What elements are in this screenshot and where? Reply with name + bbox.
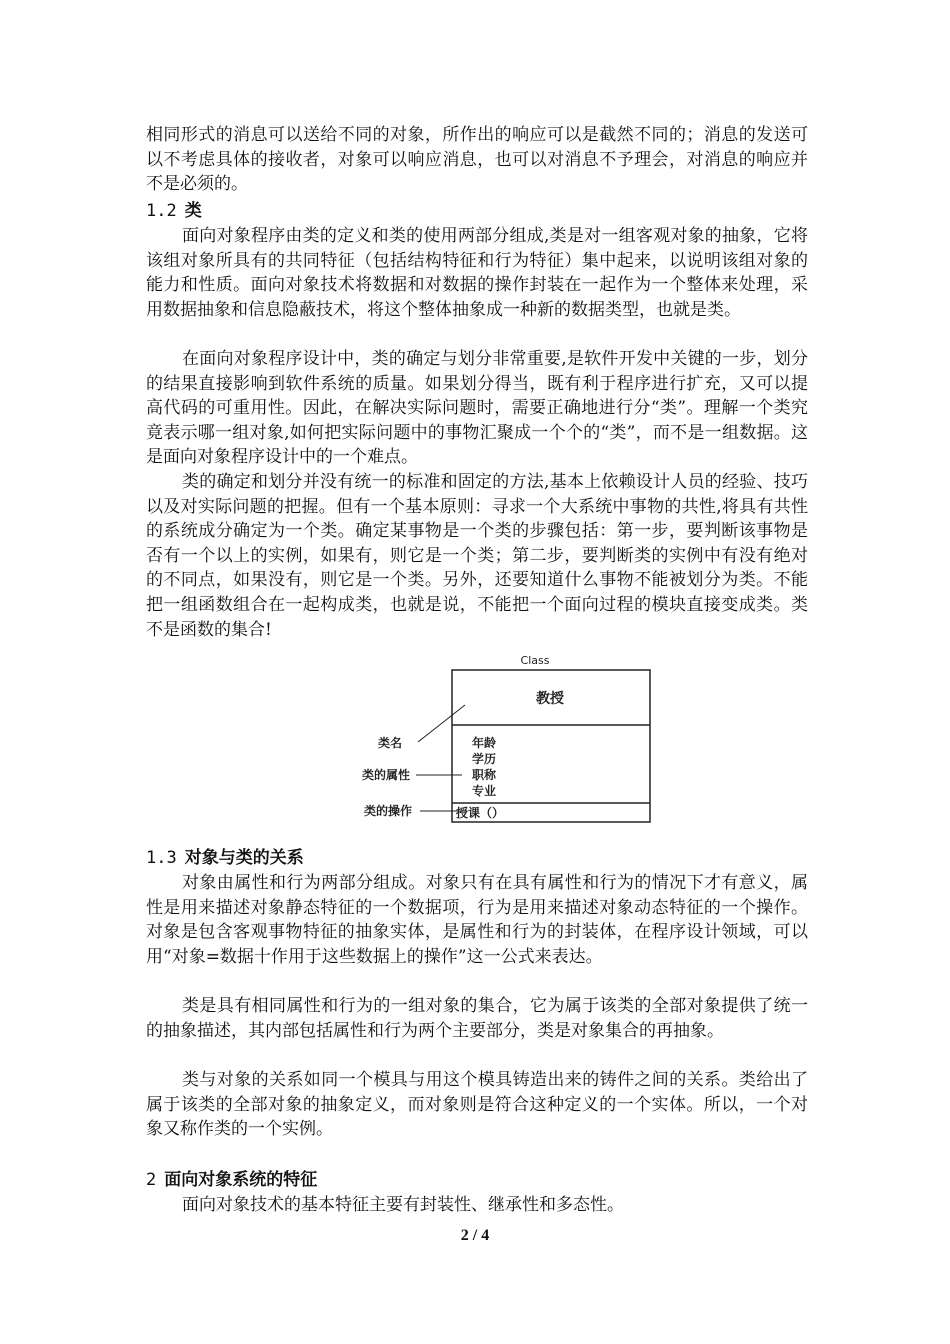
page-number: 2 / 4: [460, 1227, 490, 1244]
class-diagram: [350, 650, 670, 828]
heading-text: 对象与类的关系: [184, 848, 304, 868]
heading-number: 1.2: [146, 201, 177, 221]
operation-text: 授课（）: [456, 806, 505, 820]
heading-1-3: [146, 846, 304, 870]
attribute-education: 学历: [472, 752, 497, 766]
paragraph-object-def: 对象由属性和行为两部分组成。对象只有在具有属性和行为的情况下才有意义，属性是用来描述对象静态特征的一个数据项，行为是用来描述对象动态特征的一个操作。对象是包含客观事物特征的抽象实体，是属性和行为的封装体，在程序设计领域，可以用“对象=数据十作用于这些数据上的操作”这一公式来表达。: [146, 873, 808, 967]
heading-number: 2: [146, 1170, 157, 1190]
heading-number: 1.3: [146, 848, 177, 868]
diagram-header: Class: [520, 654, 550, 667]
paragraph-intro: 相同形式的消息可以送给不同的对象，所作出的响应可以是截然不同的；消息的发送可以不考虑具体的接收者，对象可以响应消息，也可以对消息不予理会，对消息的响应并不是必须的。: [146, 125, 808, 195]
heading-2: [146, 1168, 317, 1192]
heading-1-2: [146, 199, 202, 223]
attribute-title: 职称: [472, 768, 497, 782]
label-class-op: 类的操作: [364, 804, 413, 818]
leader-class-name: [418, 705, 465, 742]
paragraph-class-principle: 类的确定和划分并没有统一的标准和固定的方法,基本上依赖设计人员的经验、技巧以及对实际问题的把握。但有一个基本原则：寻求一个大系统中事物的共性,将具有共性的系统成分确定为一个类。确定某事物是一个类的步骤包括：第一步，要判断该事物是否有一个以上的实例，如果有，则它是一个类；第二步，要判断类的实例中有没有绝对的不同点，如果没有，则它是一个类。另外，还要知道什么事物不能被划分为类。不能把一组函数组合在一起构成类，也就是说，不能把一个面向过程的模块直接变成类。类不是函数的集合!: [146, 472, 808, 640]
paragraph-class-object-relation: 类与对象的关系如同一个模具与用这个模具铸造出来的铸件之间的关系。类给出了属于该类的全部对象的抽象定义，而对象则是符合这种定义的一个实体。所以，一个对象又称作类的一个实例。: [146, 1070, 808, 1140]
paragraph-class-collection: 类是具有相同属性和行为的一组对象的集合，它为属于该类的全部对象提供了统一的抽象描述，其内部包括属性和行为两个主要部分，类是对象集合的再抽象。: [146, 996, 808, 1041]
attribute-age: 年龄: [472, 736, 497, 750]
paragraph-features: 面向对象技术的基本特征主要有封装性、继承性和多态性。: [182, 1195, 624, 1215]
attribute-major: 专业: [472, 784, 497, 798]
label-class-name: 类名: [378, 736, 403, 750]
heading-text: 类: [184, 201, 202, 221]
class-name-text: 教授: [536, 691, 564, 707]
label-class-attr: 类的属性: [362, 768, 411, 782]
heading-text: 面向对象系统的特征: [164, 1170, 318, 1190]
paragraph-class-division: 在面向对象程序设计中，类的确定与划分非常重要,是软件开发中关键的一步，划分的结果直接影响到软件系统的质量。如果划分得当，既有利于程序进行扩充，又可以提高代码的可重用性。因此，在解决实际问题时，需要正确地进行分“类”。理解一个类究竟表示哪一组对象,如何把实际问题中的事物汇聚成一个个的“类”，而不是一组数据。这是面向对象程序设计中的一个难点。: [146, 349, 808, 468]
paragraph-class-def: 面向对象程序由类的定义和类的使用两部分组成,类是对一组客观对象的抽象，它将该组对象所具有的共同特征（包括结构特征和行为特征）集中起来，以说明该组对象的能力和性质。面向对象技术将数据和对数据的操作封装在一起作为一个整体来处理，采用数据抽象和信息隐蔽技术，将这个整体抽象成一种新的数据类型，也就是类。: [146, 226, 808, 320]
